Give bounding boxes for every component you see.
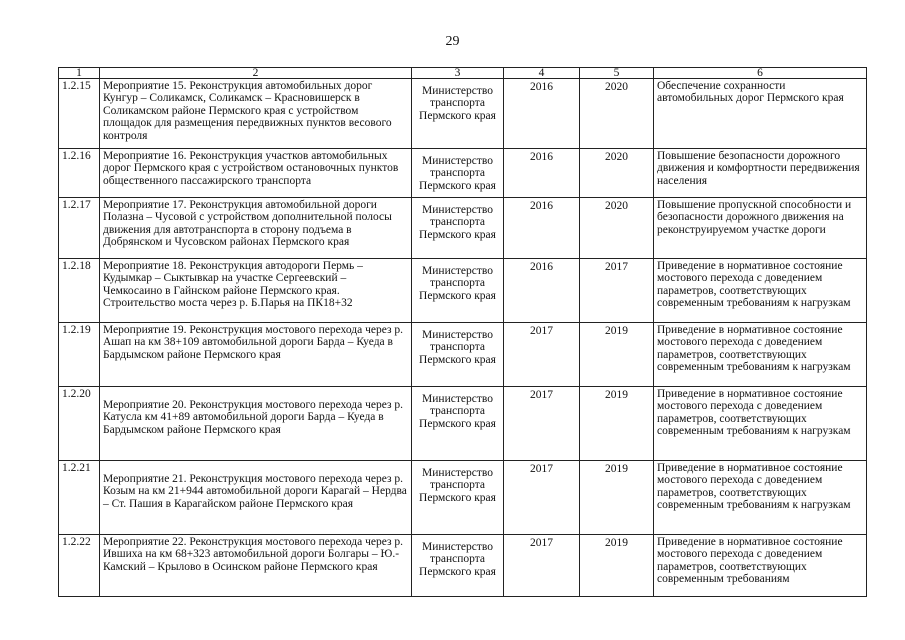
row-number: 1.2.17: [59, 198, 100, 259]
row-result: Приведение в нормативное состояние мостового перехода с доведением параметров, соответствующих современным требованиям к нагрузкам: [654, 259, 867, 323]
row-start-year: 2017: [504, 461, 580, 535]
row-result: Приведение в нормативное состояние мостового перехода с доведением параметров, соответствующих современным требованиям к нагрузкам: [654, 323, 867, 387]
row-result: Приведение в нормативное состояние мостового перехода с доведением параметров, соответствующих современным требованиям к нагрузкам: [654, 461, 867, 535]
row-start-year: 2016: [504, 79, 580, 149]
row-end-year: 2019: [580, 535, 654, 597]
row-end-year: 2019: [580, 387, 654, 461]
row-end-year: 2017: [580, 259, 654, 323]
measures-table: [58, 67, 867, 597]
row-start-year: 2017: [504, 387, 580, 461]
row-executor-text: Министерство транспорта Пермского края: [419, 541, 496, 578]
row-start-year: 2016: [504, 259, 580, 323]
row-end-year: 2020: [580, 79, 654, 149]
header-col-6: 6: [654, 68, 867, 79]
row-executor: [412, 259, 504, 323]
row-name: Мероприятие 15. Реконструкция автомобильных дорог Кунгур – Соликамск, Соликамск – Красновишерск в Соликамском районе Пермского края с устройством площадок для размещения передвижных пунктов весового контроля: [100, 79, 412, 149]
header-col-2: 2: [100, 68, 412, 79]
row-name: Мероприятие 16. Реконструкция участков автомобильных дорог Пермского края с устройством остановочных пунктов общественного пассажирского транспорта: [100, 149, 412, 198]
row-name: Мероприятие 22. Реконструкция мостового перехода через р. Ившиха на км 68+323 автомобильной дороги Болгары – Ю.-Камский – Крылово в Осинском районе Пермского края: [100, 535, 412, 597]
row-end-year: 2020: [580, 198, 654, 259]
table-row: [59, 79, 867, 149]
row-executor: [412, 535, 504, 597]
row-start-year: 2017: [504, 535, 580, 597]
row-executor: [412, 198, 504, 259]
table-row: [59, 461, 867, 535]
row-executor: [412, 387, 504, 461]
row-executor-text: Министерство транспорта Пермского края: [419, 85, 496, 122]
row-number: 1.2.16: [59, 149, 100, 198]
row-name: Мероприятие 20. Реконструкция мостового перехода через р. Катусла км 41+89 автомобильной дороги Барда – Куеда в Бардымском районе Пермского края: [100, 387, 412, 461]
row-end-year: 2019: [580, 323, 654, 387]
header-col-1: 1: [59, 68, 100, 79]
row-start-year: 2017: [504, 323, 580, 387]
table-row: [59, 198, 867, 259]
row-result: Повышение безопасности дорожного движения и комфортности передвижения населения: [654, 149, 867, 198]
row-executor-text: Министерство транспорта Пермского края: [419, 265, 496, 302]
row-name: Мероприятие 17. Реконструкция автомобильной дороги Полазна – Чусовой с устройством дополнительной полосы движения для автотранспорта в сторону подъема в Добрянском и Чусовском районах Пермского края: [100, 198, 412, 259]
header-col-4: 4: [504, 68, 580, 79]
table-row: [59, 535, 867, 597]
row-end-year: 2020: [580, 149, 654, 198]
row-executor: [412, 323, 504, 387]
row-name: Мероприятие 21. Реконструкция мостового перехода через р. Козым на км 21+944 автомобильной дороги Карагай – Нердва – Ст. Пашия в Карагайском районе Пермского края: [100, 461, 412, 535]
row-executor: [412, 79, 504, 149]
page-number: 29: [445, 34, 460, 49]
row-result: Приведение в нормативное состояние мостового перехода с доведением параметров, соответствующих современным требованиям к нагрузкам: [654, 387, 867, 461]
row-result: Приведение в нормативное состояние мостового перехода с доведением параметров, соответствующих современным требованиям: [654, 535, 867, 597]
row-executor-text: Министерство транспорта Пермского края: [419, 329, 496, 366]
header-row: [59, 68, 867, 79]
row-executor: [412, 461, 504, 535]
row-executor-text: Министерство транспорта Пермского края: [419, 393, 496, 430]
row-number: 1.2.20: [59, 387, 100, 461]
row-name: Мероприятие 18. Реконструкция автодороги Пермь – Кудымкар – Сыктывкар на участке Сергеевский – Чемкосаино в Гайнском районе Пермского края. Строительство моста через р. Б.Парья на ПК18+32: [100, 259, 412, 323]
row-executor-text: Министерство транспорта Пермского края: [419, 204, 496, 241]
row-number: 1.2.18: [59, 259, 100, 323]
table-row: [59, 259, 867, 323]
table-row: [59, 323, 867, 387]
row-end-year: 2019: [580, 461, 654, 535]
row-number: 1.2.22: [59, 535, 100, 597]
row-number: 1.2.15: [59, 79, 100, 149]
table-row: [59, 387, 867, 461]
row-executor: [412, 149, 504, 198]
row-start-year: 2016: [504, 198, 580, 259]
row-result: Повышение пропускной способности и безопасности дорожного движения на реконструируемом участке дороги: [654, 198, 867, 259]
row-executor-text: Министерство транспорта Пермского края: [419, 467, 496, 504]
row-number: 1.2.19: [59, 323, 100, 387]
header-col-3: 3: [412, 68, 504, 79]
header-col-5: 5: [580, 68, 654, 79]
row-number: 1.2.21: [59, 461, 100, 535]
row-start-year: 2016: [504, 149, 580, 198]
row-result: Обеспечение сохранности автомобильных дорог Пермского края: [654, 79, 867, 149]
row-name: Мероприятие 19. Реконструкция мостового перехода через р. Ашап на км 38+109 автомобильной дороги Барда – Куеда в Бардымском районе Пермского края: [100, 323, 412, 387]
row-executor-text: Министерство транспорта Пермского края: [419, 155, 496, 192]
table-row: [59, 149, 867, 198]
